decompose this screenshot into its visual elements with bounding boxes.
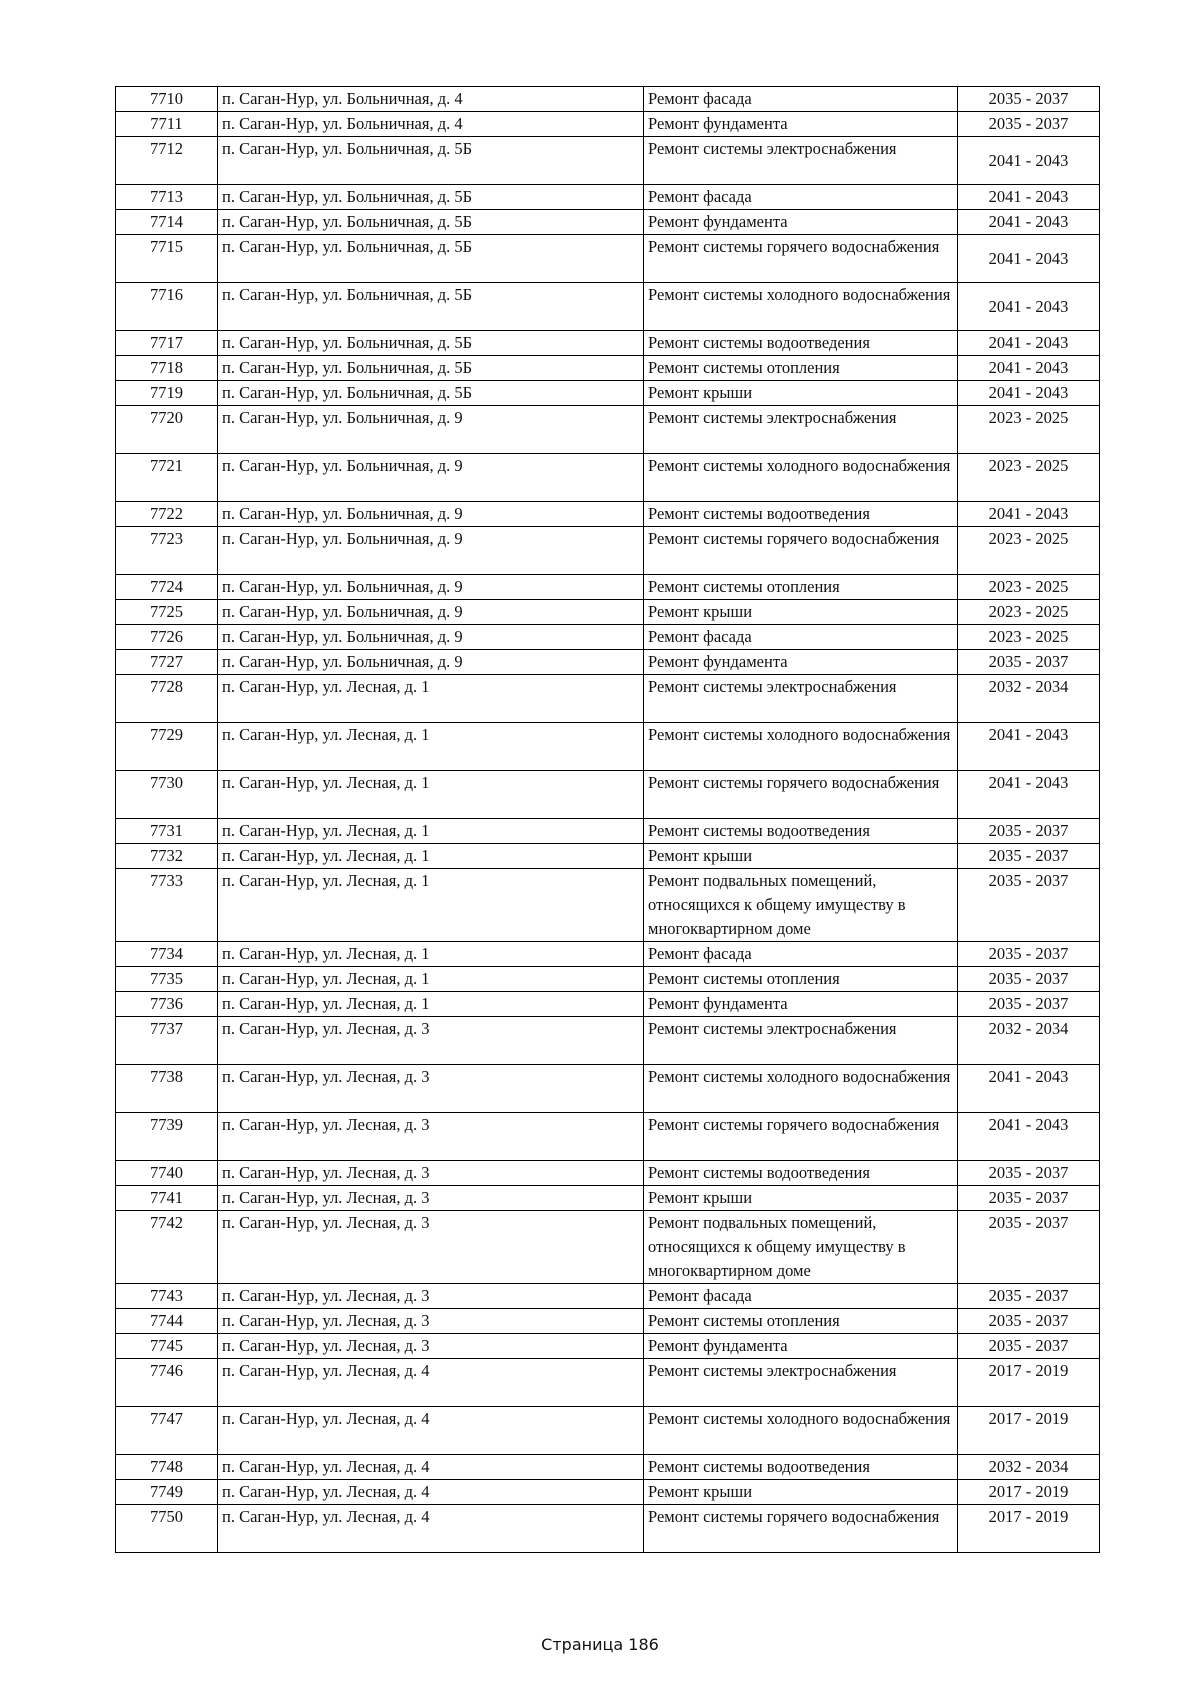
cell-period: 2041 - 2043	[958, 1113, 1100, 1161]
table-row	[116, 185, 1100, 210]
table-row	[116, 575, 1100, 600]
cell-address: п. Саган-Нур, ул. Лесная, д. 1	[218, 942, 644, 967]
cell-number: 7736	[116, 992, 218, 1017]
cell-number: 7748	[116, 1455, 218, 1480]
table-row	[116, 1113, 1100, 1161]
cell-number: 7716	[116, 283, 218, 331]
cell-number: 7734	[116, 942, 218, 967]
cell-period: 2041 - 2043	[958, 331, 1100, 356]
table-row	[116, 235, 1100, 283]
cell-number: 7733	[116, 869, 218, 942]
cell-number: 7731	[116, 819, 218, 844]
cell-address: п. Саган-Нур, ул. Лесная, д. 1	[218, 992, 644, 1017]
cell-period: 2035 - 2037	[958, 869, 1100, 942]
cell-address: п. Саган-Нур, ул. Лесная, д. 4	[218, 1455, 644, 1480]
table-row	[116, 771, 1100, 819]
cell-work-type: Ремонт системы холодного водоснабжения	[644, 283, 958, 331]
cell-address: п. Саган-Нур, ул. Лесная, д. 1	[218, 967, 644, 992]
cell-address: п. Саган-Нур, ул. Больничная, д. 4	[218, 112, 644, 137]
cell-number: 7723	[116, 527, 218, 575]
cell-address: п. Саган-Нур, ул. Лесная, д. 4	[218, 1480, 644, 1505]
cell-work-type: Ремонт фундамента	[644, 210, 958, 235]
cell-work-type: Ремонт системы водоотведения	[644, 1161, 958, 1186]
table-row	[116, 650, 1100, 675]
cell-address: п. Саган-Нур, ул. Больничная, д. 9	[218, 600, 644, 625]
table-row	[116, 1186, 1100, 1211]
cell-work-type: Ремонт крыши	[644, 1186, 958, 1211]
cell-number: 7724	[116, 575, 218, 600]
cell-period: 2017 - 2019	[958, 1505, 1100, 1553]
cell-number: 7727	[116, 650, 218, 675]
cell-address: п. Саган-Нур, ул. Лесная, д. 3	[218, 1334, 644, 1359]
cell-number: 7713	[116, 185, 218, 210]
cell-period: 2017 - 2019	[958, 1480, 1100, 1505]
cell-number: 7711	[116, 112, 218, 137]
cell-work-type: Ремонт фундамента	[644, 992, 958, 1017]
cell-period: 2032 - 2034	[958, 1455, 1100, 1480]
cell-period: 2035 - 2037	[958, 844, 1100, 869]
cell-work-type: Ремонт системы отопления	[644, 1309, 958, 1334]
cell-number: 7719	[116, 381, 218, 406]
cell-address: п. Саган-Нур, ул. Больничная, д. 9	[218, 575, 644, 600]
cell-work-type: Ремонт системы электроснабжения	[644, 1017, 958, 1065]
cell-period: 2017 - 2019	[958, 1407, 1100, 1455]
cell-address: п. Саган-Нур, ул. Больничная, д. 5Б	[218, 137, 644, 185]
cell-period: 2041 - 2043	[958, 356, 1100, 381]
table-row	[116, 675, 1100, 723]
cell-work-type: Ремонт системы водоотведения	[644, 331, 958, 356]
cell-number: 7725	[116, 600, 218, 625]
cell-work-type: Ремонт системы электроснабжения	[644, 406, 958, 454]
cell-address: п. Саган-Нур, ул. Лесная, д. 1	[218, 844, 644, 869]
cell-work-type: Ремонт фасада	[644, 1284, 958, 1309]
capital-repair-table	[115, 86, 1100, 1553]
table-row	[116, 1161, 1100, 1186]
cell-address: п. Саган-Нур, ул. Лесная, д. 1	[218, 819, 644, 844]
cell-period: 2035 - 2037	[958, 1211, 1100, 1284]
cell-address: п. Саган-Нур, ул. Лесная, д. 4	[218, 1407, 644, 1455]
cell-period: 2035 - 2037	[958, 992, 1100, 1017]
table-row	[116, 1407, 1100, 1455]
cell-number: 7712	[116, 137, 218, 185]
cell-number: 7739	[116, 1113, 218, 1161]
cell-address: п. Саган-Нур, ул. Больничная, д. 5Б	[218, 381, 644, 406]
cell-work-type: Ремонт крыши	[644, 381, 958, 406]
cell-period: 2035 - 2037	[958, 112, 1100, 137]
table-row	[116, 210, 1100, 235]
cell-address: п. Саган-Нур, ул. Лесная, д. 3	[218, 1161, 644, 1186]
cell-address: п. Саган-Нур, ул. Лесная, д. 3	[218, 1017, 644, 1065]
table-row	[116, 356, 1100, 381]
table-row	[116, 1284, 1100, 1309]
cell-period: 2035 - 2037	[958, 1161, 1100, 1186]
cell-work-type: Ремонт системы водоотведения	[644, 819, 958, 844]
cell-work-type: Ремонт системы холодного водоснабжения	[644, 454, 958, 502]
table-row	[116, 625, 1100, 650]
cell-work-type: Ремонт фундамента	[644, 112, 958, 137]
cell-period: 2035 - 2037	[958, 1284, 1100, 1309]
cell-work-type: Ремонт системы горячего водоснабжения	[644, 527, 958, 575]
cell-work-type: Ремонт системы отопления	[644, 575, 958, 600]
cell-address: п. Саган-Нур, ул. Больничная, д. 5Б	[218, 235, 644, 283]
cell-address: п. Саган-Нур, ул. Лесная, д. 3	[218, 1186, 644, 1211]
cell-period: 2035 - 2037	[958, 942, 1100, 967]
cell-work-type: Ремонт подвальных помещений, относящихся к общему имуществу в многоквартирном доме	[644, 869, 958, 942]
cell-number: 7710	[116, 87, 218, 112]
cell-period: 2041 - 2043	[958, 185, 1100, 210]
cell-work-type: Ремонт крыши	[644, 844, 958, 869]
cell-period: 2035 - 2037	[958, 1309, 1100, 1334]
cell-work-type: Ремонт системы горячего водоснабжения	[644, 1505, 958, 1553]
cell-work-type: Ремонт крыши	[644, 600, 958, 625]
cell-number: 7720	[116, 406, 218, 454]
table-row	[116, 381, 1100, 406]
table-row	[116, 1309, 1100, 1334]
cell-address: п. Саган-Нур, ул. Лесная, д. 4	[218, 1359, 644, 1407]
cell-address: п. Саган-Нур, ул. Лесная, д. 1	[218, 723, 644, 771]
cell-period: 2041 - 2043	[958, 723, 1100, 771]
cell-address: п. Саган-Нур, ул. Больничная, д. 5Б	[218, 210, 644, 235]
cell-work-type: Ремонт системы электроснабжения	[644, 1359, 958, 1407]
cell-address: п. Саган-Нур, ул. Больничная, д. 9	[218, 502, 644, 527]
cell-period: 2023 - 2025	[958, 454, 1100, 502]
cell-period: 2023 - 2025	[958, 527, 1100, 575]
cell-address: п. Саган-Нур, ул. Лесная, д. 1	[218, 771, 644, 819]
table-row	[116, 819, 1100, 844]
cell-period: 2023 - 2025	[958, 600, 1100, 625]
cell-period: 2041 - 2043	[958, 771, 1100, 819]
cell-period: 2035 - 2037	[958, 1334, 1100, 1359]
table-row	[116, 1359, 1100, 1407]
cell-period: 2035 - 2037	[958, 87, 1100, 112]
cell-address: п. Саган-Нур, ул. Больничная, д. 9	[218, 406, 644, 454]
cell-address: п. Саган-Нур, ул. Лесная, д. 1	[218, 869, 644, 942]
table-row	[116, 1211, 1100, 1284]
cell-number: 7737	[116, 1017, 218, 1065]
cell-period: 2041 - 2043	[958, 381, 1100, 406]
cell-address: п. Саган-Нур, ул. Больничная, д. 9	[218, 625, 644, 650]
table-row	[116, 87, 1100, 112]
cell-number: 7747	[116, 1407, 218, 1455]
table-row	[116, 283, 1100, 331]
table-row	[116, 527, 1100, 575]
cell-work-type: Ремонт системы холодного водоснабжения	[644, 1065, 958, 1113]
table-row	[116, 1017, 1100, 1065]
cell-work-type: Ремонт фасада	[644, 625, 958, 650]
cell-work-type: Ремонт крыши	[644, 1480, 958, 1505]
cell-number: 7721	[116, 454, 218, 502]
cell-number: 7735	[116, 967, 218, 992]
cell-number: 7730	[116, 771, 218, 819]
cell-period: 2041 - 2043	[958, 210, 1100, 235]
cell-number: 7740	[116, 1161, 218, 1186]
cell-work-type: Ремонт системы электроснабжения	[644, 137, 958, 185]
cell-period: 2035 - 2037	[958, 819, 1100, 844]
cell-address: п. Саган-Нур, ул. Лесная, д. 4	[218, 1505, 644, 1553]
table-row	[116, 331, 1100, 356]
cell-number: 7718	[116, 356, 218, 381]
cell-number: 7717	[116, 331, 218, 356]
table-row	[116, 844, 1100, 869]
cell-period: 2041 - 2043	[958, 283, 1100, 331]
cell-number: 7714	[116, 210, 218, 235]
cell-work-type: Ремонт системы водоотведения	[644, 502, 958, 527]
cell-work-type: Ремонт фасада	[644, 87, 958, 112]
table-row	[116, 137, 1100, 185]
table-row	[116, 454, 1100, 502]
cell-work-type: Ремонт фасада	[644, 942, 958, 967]
table-row	[116, 600, 1100, 625]
cell-period: 2035 - 2037	[958, 650, 1100, 675]
cell-number: 7728	[116, 675, 218, 723]
cell-number: 7746	[116, 1359, 218, 1407]
cell-period: 2041 - 2043	[958, 137, 1100, 185]
cell-address: п. Саган-Нур, ул. Больничная, д. 5Б	[218, 356, 644, 381]
cell-work-type: Ремонт подвальных помещений, относящихся к общему имуществу в многоквартирном доме	[644, 1211, 958, 1284]
table-row	[116, 1480, 1100, 1505]
page-number: Страница 186	[541, 1635, 659, 1654]
table-row	[116, 1065, 1100, 1113]
cell-period: 2023 - 2025	[958, 575, 1100, 600]
cell-period: 2035 - 2037	[958, 1186, 1100, 1211]
cell-work-type: Ремонт фундамента	[644, 650, 958, 675]
cell-address: п. Саган-Нур, ул. Лесная, д. 3	[218, 1284, 644, 1309]
cell-period: 2023 - 2025	[958, 406, 1100, 454]
cell-number: 7722	[116, 502, 218, 527]
cell-address: п. Саган-Нур, ул. Лесная, д. 3	[218, 1211, 644, 1284]
table-body	[116, 87, 1100, 1553]
cell-address: п. Саган-Нур, ул. Больничная, д. 9	[218, 454, 644, 502]
cell-number: 7732	[116, 844, 218, 869]
table-row	[116, 942, 1100, 967]
cell-work-type: Ремонт системы водоотведения	[644, 1455, 958, 1480]
cell-number: 7750	[116, 1505, 218, 1553]
cell-work-type: Ремонт системы горячего водоснабжения	[644, 235, 958, 283]
cell-period: 2041 - 2043	[958, 502, 1100, 527]
table-row	[116, 869, 1100, 942]
cell-period: 2041 - 2043	[958, 1065, 1100, 1113]
cell-number: 7741	[116, 1186, 218, 1211]
table-row	[116, 1334, 1100, 1359]
cell-number: 7742	[116, 1211, 218, 1284]
cell-work-type: Ремонт системы холодного водоснабжения	[644, 1407, 958, 1455]
table-row	[116, 502, 1100, 527]
cell-number: 7745	[116, 1334, 218, 1359]
cell-number: 7738	[116, 1065, 218, 1113]
table-row	[116, 1505, 1100, 1553]
cell-number: 7715	[116, 235, 218, 283]
cell-work-type: Ремонт системы электроснабжения	[644, 675, 958, 723]
cell-address: п. Саган-Нур, ул. Больничная, д. 9	[218, 527, 644, 575]
cell-work-type: Ремонт системы холодного водоснабжения	[644, 723, 958, 771]
cell-address: п. Саган-Нур, ул. Лесная, д. 3	[218, 1309, 644, 1334]
cell-work-type: Ремонт системы горячего водоснабжения	[644, 771, 958, 819]
cell-address: п. Саган-Нур, ул. Лесная, д. 3	[218, 1065, 644, 1113]
cell-number: 7743	[116, 1284, 218, 1309]
cell-period: 2035 - 2037	[958, 967, 1100, 992]
cell-work-type: Ремонт фасада	[644, 185, 958, 210]
table-row	[116, 992, 1100, 1017]
cell-period: 2032 - 2034	[958, 1017, 1100, 1065]
cell-period: 2032 - 2034	[958, 675, 1100, 723]
table-row	[116, 406, 1100, 454]
cell-number: 7729	[116, 723, 218, 771]
cell-work-type: Ремонт системы отопления	[644, 967, 958, 992]
cell-period: 2041 - 2043	[958, 235, 1100, 283]
cell-period: 2023 - 2025	[958, 625, 1100, 650]
table-row	[116, 967, 1100, 992]
table-row	[116, 1455, 1100, 1480]
table-row	[116, 723, 1100, 771]
cell-address: п. Саган-Нур, ул. Лесная, д. 1	[218, 675, 644, 723]
cell-address: п. Саган-Нур, ул. Больничная, д. 5Б	[218, 185, 644, 210]
cell-number: 7744	[116, 1309, 218, 1334]
cell-work-type: Ремонт системы горячего водоснабжения	[644, 1113, 958, 1161]
table-row	[116, 112, 1100, 137]
cell-address: п. Саган-Нур, ул. Больничная, д. 9	[218, 650, 644, 675]
cell-work-type: Ремонт системы отопления	[644, 356, 958, 381]
cell-address: п. Саган-Нур, ул. Больничная, д. 5Б	[218, 331, 644, 356]
cell-address: п. Саган-Нур, ул. Больничная, д. 4	[218, 87, 644, 112]
cell-number: 7749	[116, 1480, 218, 1505]
cell-address: п. Саган-Нур, ул. Больничная, д. 5Б	[218, 283, 644, 331]
cell-period: 2017 - 2019	[958, 1359, 1100, 1407]
cell-number: 7726	[116, 625, 218, 650]
cell-address: п. Саган-Нур, ул. Лесная, д. 3	[218, 1113, 644, 1161]
cell-work-type: Ремонт фундамента	[644, 1334, 958, 1359]
